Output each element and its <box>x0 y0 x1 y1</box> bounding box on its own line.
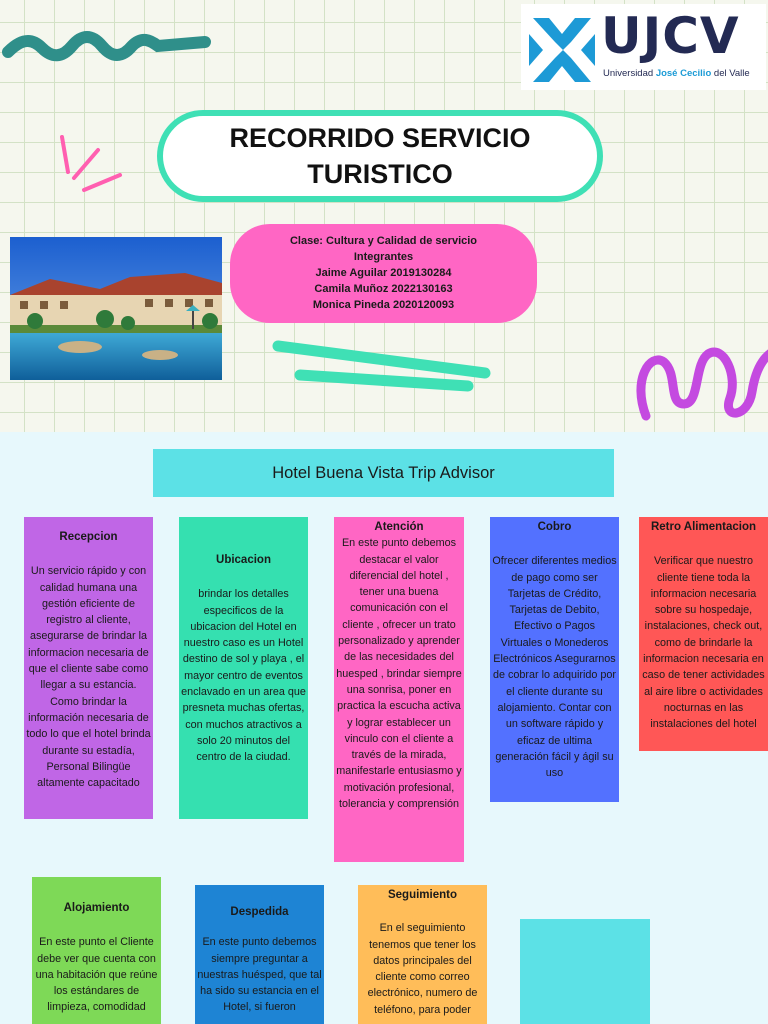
class-line: Clase: Cultura y Calidad de servicio <box>289 235 478 247</box>
pink-burst <box>62 137 120 190</box>
logo-subtitle: Universidad José Cecilio del Valle <box>603 68 750 79</box>
card-retro-alimentacion <box>639 517 768 751</box>
card-despedida <box>195 885 324 1024</box>
card-body: En este punto debemos destacar el valor diferencial del hotel , tener una buena comunicación con el cliente , ofrecer un trato personalizado y aprender de las necesidades del huesped , brindar siempre una sonrisa, poner en practica la escucha activa y lograr establecer un vinculo con el cliente a través de la mirada, manifestarle entusiasmo y motivación profesional, tolerancia y comprensión <box>336 537 462 811</box>
card-body: Un servicio rápido y con calidad humana una gestión eficiente de registro al cliente, asegurarse de brindar la informacion necesaria de que el cliente sabe como llegar a su estancia. Como brindar la información necesaria de todo lo que el hotel brinda durante su estadía, Personal Bilingüe altamente capacitado <box>26 565 151 790</box>
members-label: Integrantes <box>353 251 414 263</box>
card-ubicacion <box>179 517 308 819</box>
card-body: En este punto el Cliente debe ver que cuenta con una habitación que reúne los estándares de limpieza, comodidad <box>35 936 158 1014</box>
card-title: Cobro <box>537 521 572 533</box>
member-1: Jaime Aguilar 2019130284 <box>315 267 452 279</box>
card-body: Verificar que nuestro cliente tiene toda la informacion necesaria sobre su hospedaje, instalaciones, check out, como de brindarle la informacion necesaria en caso de tener actividades al aire libre o actividades nocturnas en las instalaciones del hotel <box>642 555 765 731</box>
page-title: RECORRIDO SERVICIO TURISTICO <box>229 123 531 189</box>
logo-wordmark: UJCV <box>601 7 740 65</box>
teal-squiggle <box>8 37 205 55</box>
card-seguimiento <box>358 885 487 1024</box>
hotel-photo <box>10 237 222 380</box>
card-title: Retro Alimentacion <box>650 521 756 533</box>
card-body: En este punto debemos siempre preguntar a nuestras huésped, que tal ha sido su estancia en el Hotel, si fueron <box>197 936 322 1014</box>
ujcv-emblem-icon <box>525 8 599 90</box>
card-title: Ubicacion <box>216 554 271 566</box>
card-body: En el seguimiento tenemos que tener los datos principales del cliente como correo electrónico, numero de teléfono, para poder <box>367 922 478 1016</box>
card-title: Seguimiento <box>387 889 457 901</box>
member-2: Camila Muñoz 2022130163 <box>314 283 453 295</box>
card-cobro <box>490 517 619 802</box>
card-title: Despedida <box>230 906 289 918</box>
mint-strokes <box>278 346 485 386</box>
card-empty <box>520 919 650 1024</box>
hotel-banner <box>153 449 614 497</box>
card-body: brindar los detalles especificos de la ubicacion del Hotel en nuestro caso es un Hotel destino de sol y playa , el mayor centro de eventos enclavado en un area que presneta muchas ofertas, con muchos atractivos a solo 20 minutos del centro de la ciudad. <box>181 588 306 764</box>
card-alojamiento <box>32 877 161 1024</box>
member-3: Monica Pineda 2020120093 <box>312 299 455 311</box>
card-atencion <box>334 517 464 862</box>
info-box <box>230 224 537 323</box>
card-title: Recepcion <box>59 531 118 543</box>
card-title: Atención <box>374 521 424 533</box>
card-body: Ofrecer diferentes medios de pago como ser Tarjetas de Crédito, Tarjetas de Debito, Efectivo o Pagos Virtuales o Monederos Electrónicos Asegurarnos de cobrar lo adquirido por el cliente durante su alojamiento. Contar con un software rápido y eficaz de ultima generación fácil y ágil su uso <box>492 555 617 780</box>
card-recepcion <box>24 517 153 819</box>
purple-wave <box>641 352 768 416</box>
banner-text: Hotel Buena Vista Trip Advisor <box>272 463 495 482</box>
university-logo <box>521 4 766 90</box>
title-box <box>157 110 603 202</box>
card-title: Alojamiento <box>63 902 130 914</box>
